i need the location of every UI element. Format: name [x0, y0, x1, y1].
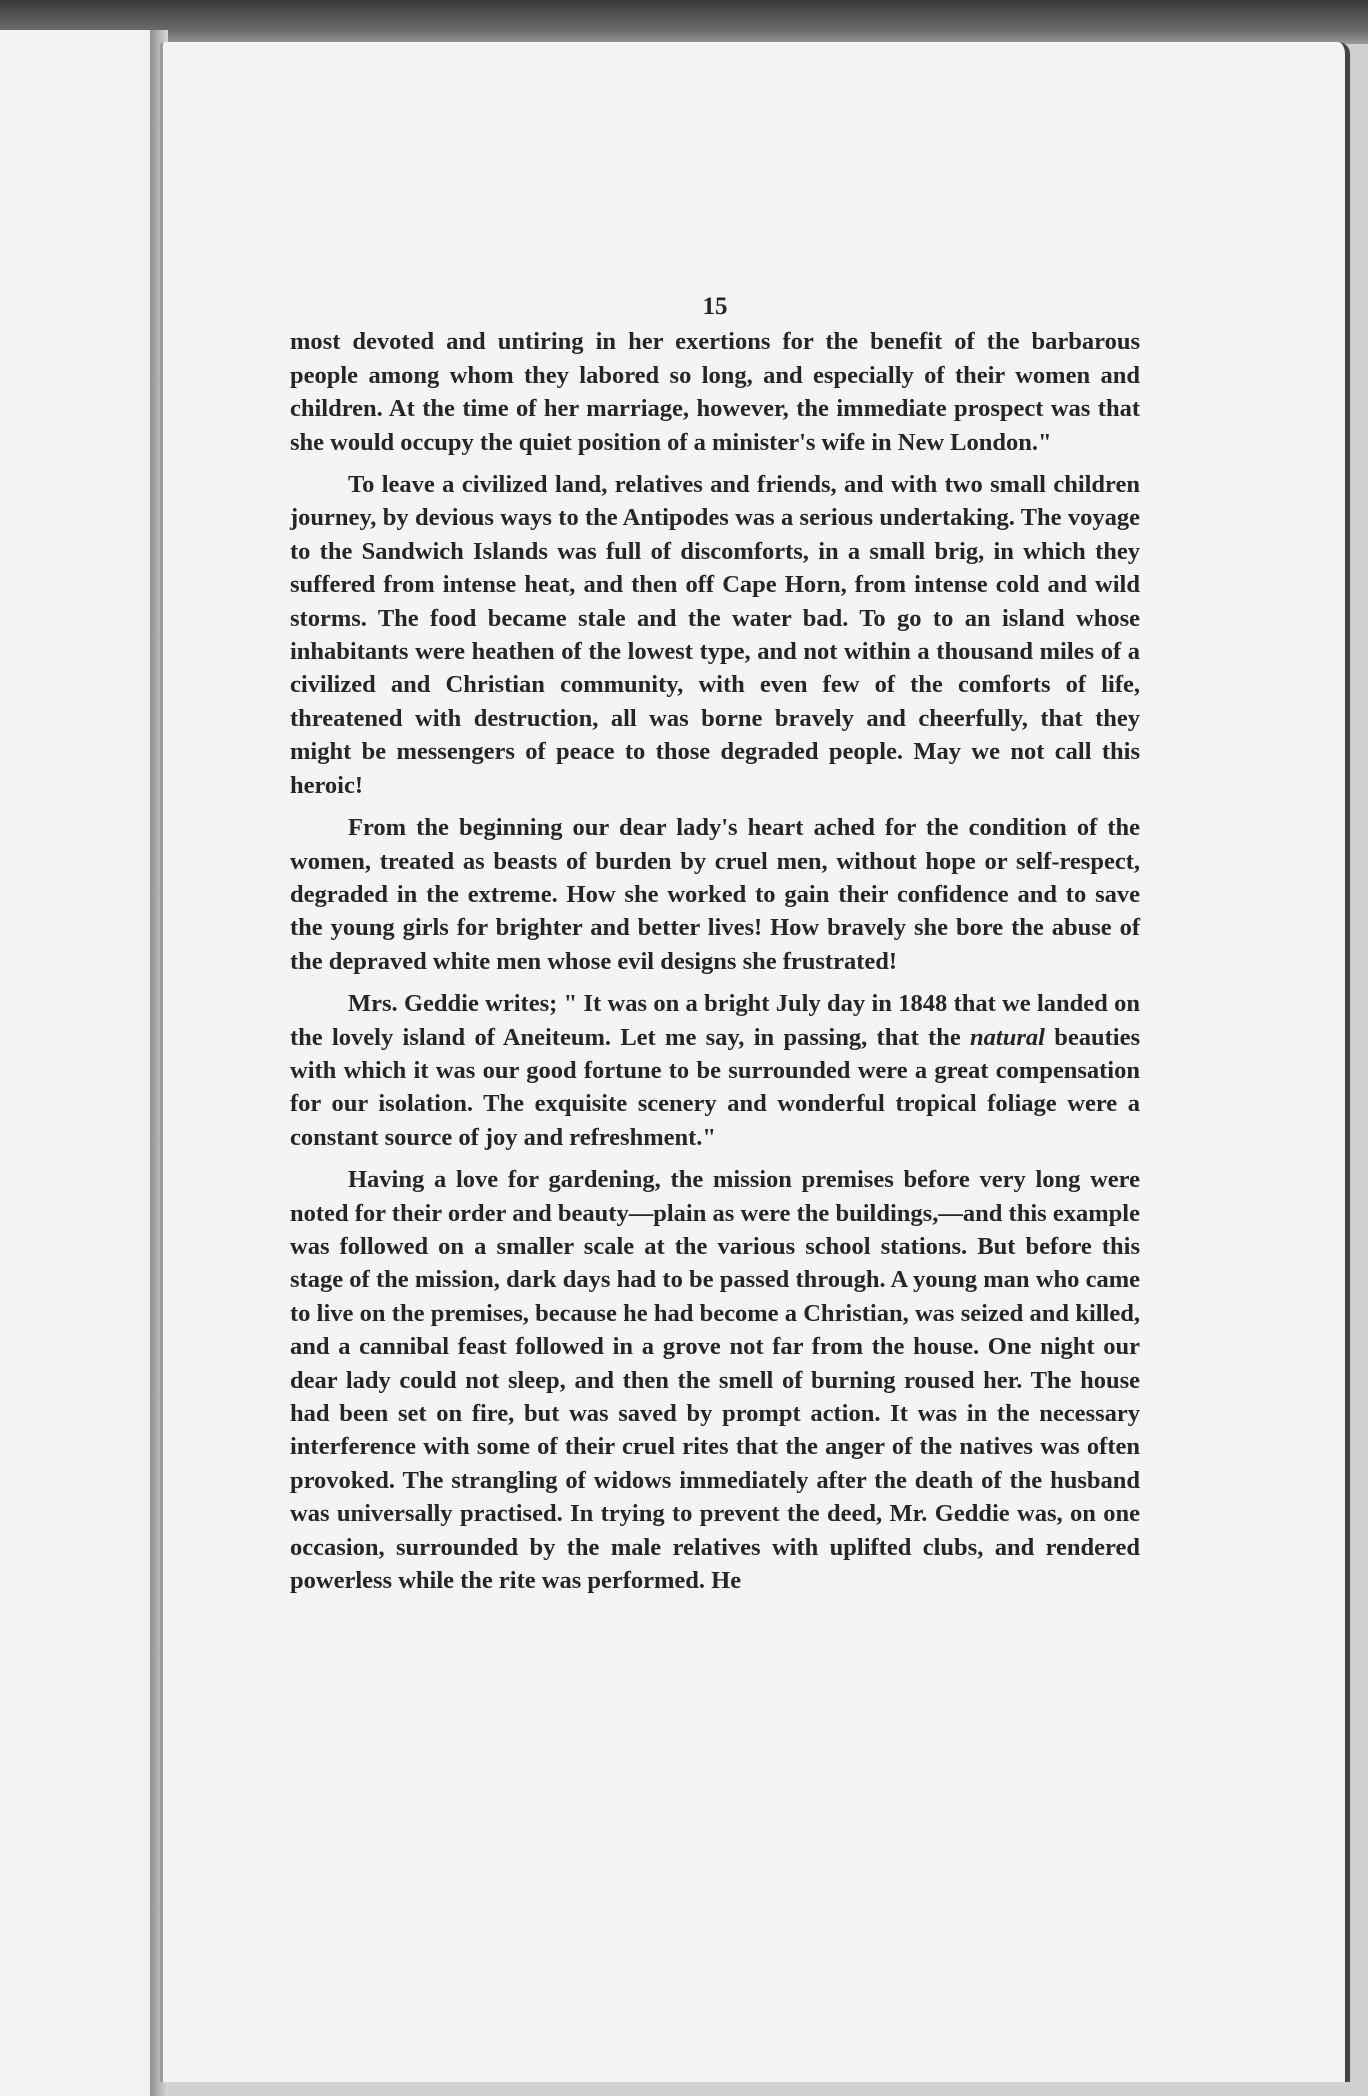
paragraph-4-after: beauties with which it was our good fortune to be surrounded were a great compensation for our isolation. The exquisite scenery and wonderful tropical foliage were a constant source of joy and refreshment."	[290, 1023, 1140, 1151]
paragraph-4-before: Mrs. Geddie writes; " It was on a bright July day in 1848 that we landed on the lovely island of Aneiteum. Let me say, in passing, that the	[290, 990, 1140, 1051]
paragraph-2: To leave a civilized land, relatives and friends, and with two small children journey, by devious ways to the Antipodes was a serious undertaking. The voyage to the Sandwich Islands was full of discomforts, in a small brig, in which they suffered from intense heat, and then off Cape Horn, from intense cold and wild storms. The food became stale and the water bad. To go to an island whose inhabitants were heathen of the lowest type, and not within a thousand miles of a civilized and Christian community, with even few of the comforts of life, threatened with destruction, all was borne bravely and cheerfully, that they might be messengers of peace to those degraded people. May we not call this heroic!	[290, 471, 1140, 799]
facing-page-edge	[0, 30, 154, 2096]
paragraph-5: Having a love for gardening, the mission premises before very long were noted for their order and beauty—plain as were the buildings,—and this example was followed on a smaller scale at the various school stations. But before this stage of the mission, dark days had to be passed through. A young man who came to live on the premises, because he had become a Christian, was seized and killed, and a cannibal feast followed in a grove not far from the house. One night our dear lady could not sleep, and then the smell of burning roused her. The house had been set on fire, but was saved by prompt action. It was in the necessary interference with some of their cruel rites that the anger of the natives was often provoked. The strangling of widows immediately after the death of the husband was universally practised. In trying to prevent the deed, Mr. Geddie was, on one occasion, surrounded by the male relatives with uplifted clubs, and rendered powerless while the rite was performed. He	[290, 1166, 1140, 1595]
page-number: 15	[702, 293, 728, 320]
paragraph-3: From the beginning our dear lady's heart ached for the condition of the women, treated as beasts of burden by cruel men, without hope or self-respect, degraded in the extreme. How she worked to gain their confidence and to save the young girls for brighter and better lives! How bravely she bore the abuse of the depraved white men whose evil designs she frustrated!	[290, 814, 1140, 975]
paragraph-4-emphasis: natural	[970, 1023, 1045, 1051]
paragraph-1: most devoted and untiring in her exertions for the benefit of the barbarous people among whom they labored so long, and especially of their women and children. At the time of her marriage, however, the immediate prospect was that she would occupy the quiet position of a minister's wife in New London."	[290, 328, 1140, 456]
page-text	[290, 290, 1140, 1606]
scan-top-edge	[0, 0, 1368, 44]
paragraph-4	[290, 987, 1140, 1154]
